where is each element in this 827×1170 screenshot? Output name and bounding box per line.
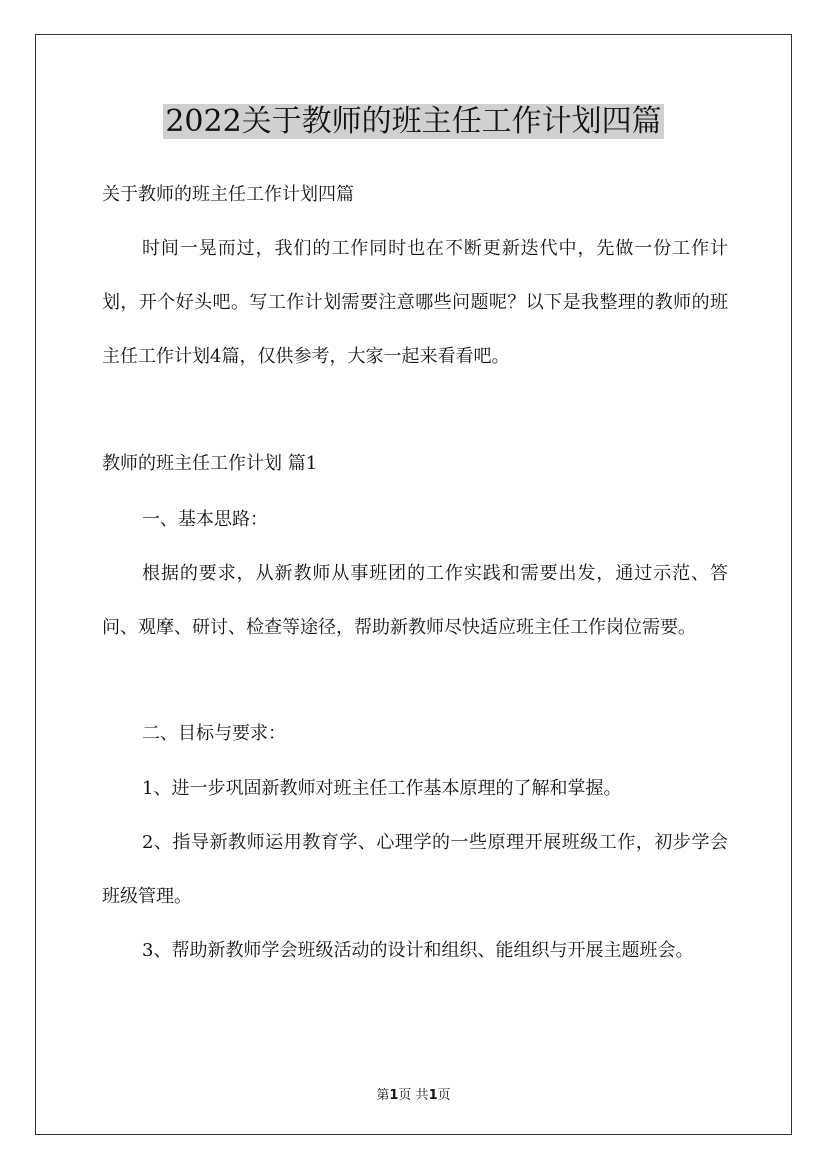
footer-mid: 页 共 (398, 1088, 429, 1103)
document-subtitle: 关于教师的班主任工作计划四篇 (102, 184, 354, 205)
page-footer (0, 1084, 827, 1103)
heading-goals: 二、目标与要求： (142, 723, 286, 744)
footer-prefix: 第 (376, 1088, 390, 1103)
goal-item-2: 2、指导新教师运用教育学、心理学的一些原理开展班级工作，初步学会班级管理。 (102, 832, 728, 907)
footer-page-total: 1 (428, 1088, 438, 1103)
document-title-text: 2022关于教师的班主任工作计划四篇 (165, 104, 662, 139)
footer-suffix: 页 (437, 1088, 451, 1103)
goal-item-1: 1、进一步巩固新教师对班主任工作基本原理的了解和掌握。 (142, 778, 622, 799)
heading-basic: 一、基本思路： (142, 509, 268, 530)
document-title (0, 100, 827, 144)
intro-paragraph: 时间一晃而过，我们的工作同时也在不断更新迭代中，先做一份工作计划，开个好头吧。写工作计划需要注意哪些问题呢？以下是我整理的教师的班主任工作计划4篇，仅供参考，大家一起来看看吧。 (102, 238, 728, 367)
section-heading: 教师的班主任工作计划 篇1 (102, 453, 318, 474)
goal-item-3: 3、帮助新教师学会班级活动的设计和组织、能组织与开展主题班会。 (142, 940, 694, 961)
basic-paragraph: 根据的要求，从新教师从事班团的工作实践和需要出发，通过示范、答问、观摩、研讨、检查等途径，帮助新教师尽快适应班主任工作岗位需要。 (102, 563, 728, 638)
footer-page-number: 1 (389, 1088, 399, 1103)
